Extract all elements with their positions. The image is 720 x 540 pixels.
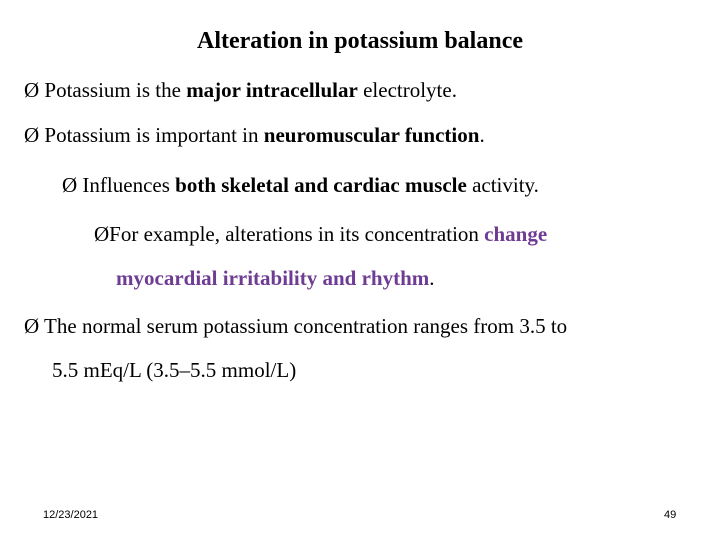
bullet-3 bbox=[62, 175, 539, 196]
bullet-4-continued bbox=[116, 268, 435, 289]
bullet-2-text-bold: neuromuscular function bbox=[263, 123, 480, 147]
bullet-5-text: The normal serum potassium concentration ranges from 3.5 to bbox=[44, 314, 568, 338]
bullet-3-text-post: activity. bbox=[466, 173, 539, 197]
bullet-4-text-pre: For example, alterations in its concentration bbox=[109, 222, 485, 246]
bullet-3-text-pre: Influences bbox=[82, 173, 176, 197]
bullet-5 bbox=[24, 316, 567, 337]
bullet-1 bbox=[24, 80, 457, 101]
arrow-bullet-icon: Ø bbox=[24, 314, 40, 338]
arrow-bullet-icon: Ø bbox=[24, 123, 40, 147]
bullet-2-text-pre: Potassium is important in bbox=[44, 123, 264, 147]
bullet-4 bbox=[94, 224, 547, 245]
bullet-4-text-highlight: change bbox=[484, 222, 548, 246]
bullet-1-text-bold: major intracellular bbox=[186, 78, 358, 102]
arrow-bullet-icon: Ø bbox=[94, 222, 110, 246]
bullet-4-cont-highlight: myocardial irritability and rhythm bbox=[116, 266, 430, 290]
bullet-2-text-post: . bbox=[479, 123, 485, 147]
arrow-bullet-icon: Ø bbox=[62, 173, 78, 197]
slide-title: Alteration in potassium balance bbox=[196, 28, 523, 54]
bullet-1-text-post: electrolyte. bbox=[357, 78, 457, 102]
bullet-3-text-bold: both skeletal and cardiac muscle bbox=[175, 173, 467, 197]
bullet-5-cont-text: 5.5 mEq/L (3.5–5.5 mmol/L) bbox=[52, 358, 297, 382]
bullet-4-cont-post: . bbox=[429, 266, 435, 290]
bullet-1-text-pre: Potassium is the bbox=[44, 78, 187, 102]
bullet-5-continued bbox=[52, 360, 296, 381]
arrow-bullet-icon: Ø bbox=[24, 78, 40, 102]
footer-page-number: 49 bbox=[664, 509, 677, 521]
bullet-2 bbox=[24, 125, 485, 146]
footer-date: 12/23/2021 bbox=[43, 509, 99, 521]
